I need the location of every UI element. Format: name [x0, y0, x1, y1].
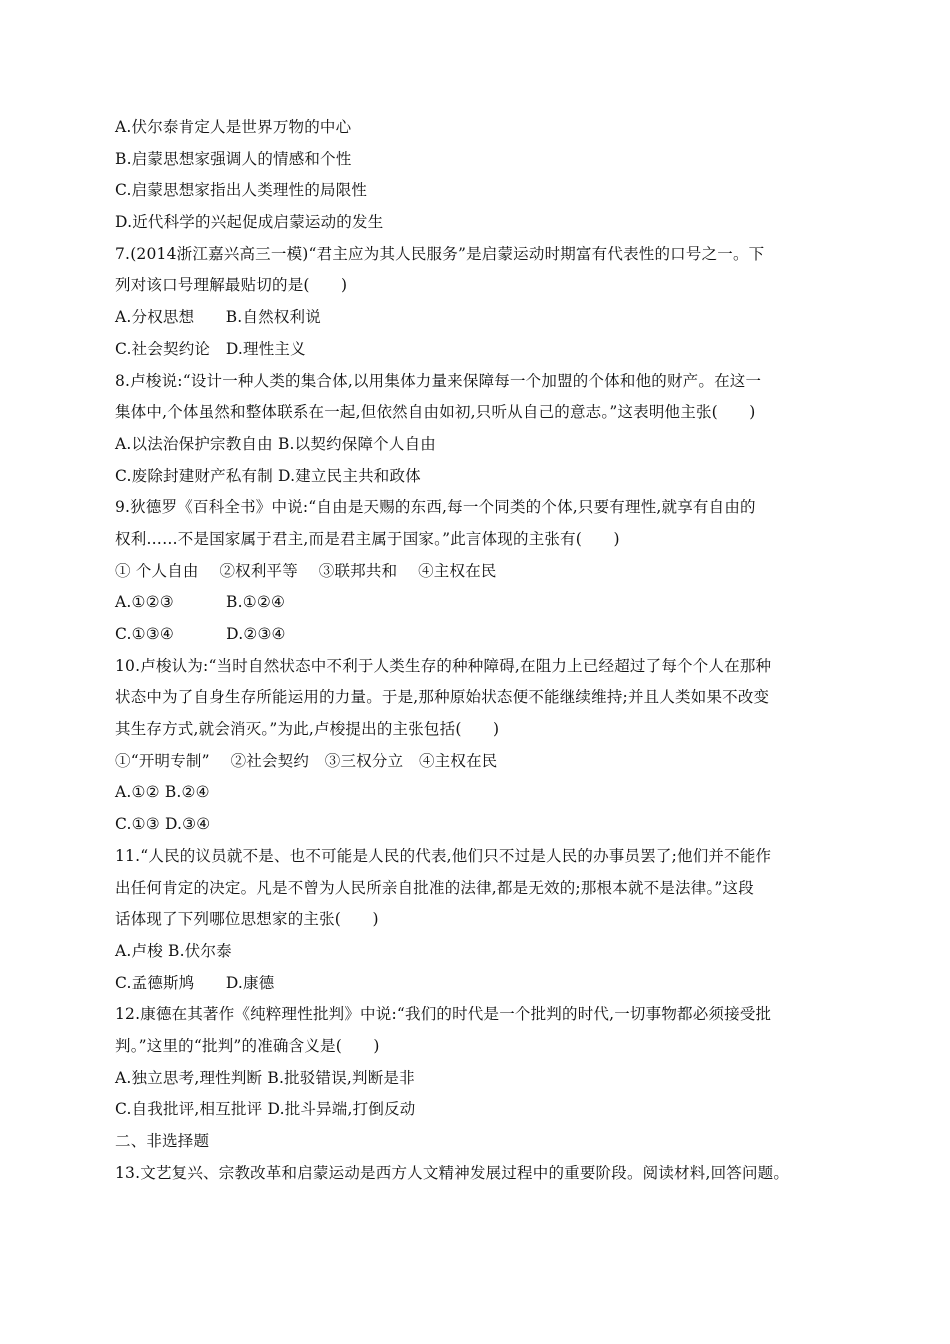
question-12-line-1: 12.康德在其著作《纯粹理性批判》中说:“我们的时代是一个批判的时代,一切事物都必须接受批 [115, 1005, 772, 1024]
options-10-cd: C.①③ D.③④ [115, 815, 211, 834]
question-7-line-1: 7.(2014浙江嘉兴高三一模)“君主应为其人民服务”是启蒙运动时期富有代表性的口号之一。下 [115, 244, 765, 263]
options-8-cd: C.废除封建财产私有制 D.建立民主共和政体 [115, 466, 421, 485]
question-9-items: ① 个人自由 ②权利平等 ③联邦共和 ④主权在民 [115, 561, 497, 580]
question-10-line-2: 状态中为了自身生存所能运用的力量。于是,那种原始状态便不能继续维持;并且人类如果不改变 [115, 688, 770, 707]
option-6b: B.启蒙思想家强调人的情感和个性 [115, 149, 352, 168]
question-9-line-1: 9.狄德罗《百科全书》中说:“自由是天赐的东西,每一个同类的个体,只要有理性,就享有自由的 [115, 498, 756, 517]
question-8-line-1: 8.卢梭说:“设计一种人类的集合体,以用集体力量来保障每一个加盟的个体和他的财产。在这一 [115, 371, 762, 390]
options-7-cd: C.社会契约论 D.理性主义 [115, 339, 306, 358]
question-10-line-3: 其生存方式,就会消灭。”为此,卢梭提出的主张包括( ) [115, 720, 500, 739]
option-6a: A.伏尔泰肯定人是世界万物的中心 [115, 118, 352, 136]
question-11-line-1: 11.“人民的议员就不是、也不可能是人民的代表,他们只不过是人民的办事员罢了;他们并不能作 [115, 846, 772, 865]
option-6d: D.近代科学的兴起促成启蒙运动的发生 [115, 213, 384, 232]
options-12-cd: C.自我批评,相互批评 D.批斗异端,打倒反动 [115, 1100, 416, 1119]
question-9-line-2: 权利……不是国家属于君主,而是君主属于国家。”此言体现的主张有( ) [115, 529, 620, 548]
options-9-cd: C.①③④ D.②③④ [115, 625, 286, 643]
document-page [115, 112, 835, 1189]
question-10-line-1: 10.卢梭认为:“当时自然状态中不利于人类生存的种种障碍,在阻力上已经超过了每个个人在那种 [115, 656, 772, 675]
question-8-line-2: 集体中,个体虽然和整体联系在一起,但依然自由如初,只听从自己的意志。”这表明他主张( ) [115, 403, 756, 422]
section-heading-non-choice: 二、非选择题 [115, 1132, 210, 1150]
question-7-line-2: 列对该口号理解最贴切的是( ) [115, 276, 348, 295]
options-8-ab: A.以法治保护宗教自由 B.以契约保障个人自由 [115, 434, 436, 453]
options-11-ab: A.卢梭 B.伏尔泰 [115, 941, 232, 960]
question-11-line-3: 话体现了下列哪位思想家的主张( ) [115, 910, 379, 929]
question-12-line-2: 判。”这里的“批判”的准确含义是( ) [115, 1036, 380, 1055]
options-12-ab: A.独立思考,理性判断 B.批驳错误,判断是非 [115, 1068, 415, 1087]
question-13-line-1: 13.文艺复兴、宗教改革和启蒙运动是西方人文精神发展过程中的重要阶段。阅读材料,回答问题。 [115, 1163, 790, 1182]
question-10-items: ①“开明专制” ②社会契约 ③三权分立 ④主权在民 [115, 751, 498, 770]
options-11-cd: C.孟德斯鸠 D.康德 [115, 973, 275, 992]
question-11-line-2: 出任何肯定的决定。凡是不曾为人民所亲自批准的法律,都是无效的;那根本就不是法律。”这段 [115, 878, 754, 897]
options-9-ab: A.①②③ B.①②④ [115, 593, 286, 612]
options-10-ab: A.①② B.②④ [115, 783, 210, 802]
options-7-ab: A.分权思想 B.自然权利说 [115, 308, 321, 327]
option-6c: C.启蒙思想家指出人类理性的局限性 [115, 181, 368, 200]
